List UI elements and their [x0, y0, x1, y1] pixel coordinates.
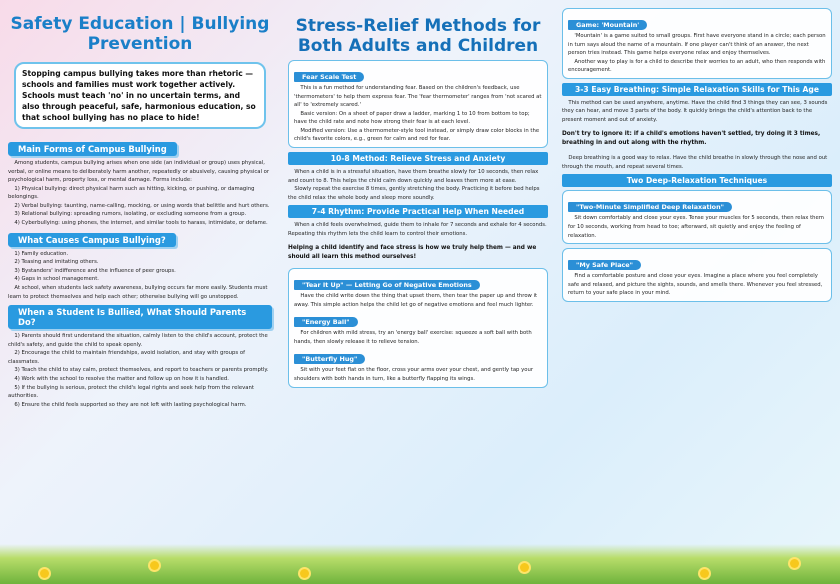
fear-scale-title: Fear Scale Test [294, 72, 364, 82]
flower-icon [700, 569, 709, 578]
energy-ball-title: "Energy Ball" [294, 317, 358, 327]
section-forms-title: Main Forms of Campus Bullying [8, 142, 177, 156]
two-minute-text: Sit down comfortably and close your eyes. Tense your muscles for 5 seconds, then relax them for 10 seconds, working from head to toe; afterward, sit quietly and enjoy the feeling of relaxation. [568, 215, 824, 239]
butterfly-hug-title: "Butterfly Hug" [294, 354, 365, 364]
energy-ball-text: For children with mild stress, try an 'energy ball' exercise: squeeze a soft ball with both hands, then slowly release it to relieve tension. [294, 330, 532, 345]
fear-scale-modified: Modified version: Use a thermometer-style tool instead, or simply draw color blocks in the child's favorite colors, e.g., green for calm and red for fear. [294, 127, 540, 143]
breathing-10-8-title: 10-8 Method: Relieve Stress and Anxiety [288, 152, 548, 165]
butterfly-hug-text: Sit with your feet flat on the floor, cross your arms over your chest, and gently tap your shoulders with both hands in turn, like a butterfly flapping its wings. [294, 367, 534, 382]
mountain-game-box [562, 8, 832, 79]
causes-item-1: 1) Family education. [14, 250, 69, 257]
rhythm-7-4-text: When a child feels overwhelmed, guide them to inhale for 7 seconds and exhale for 4 seconds. Repeating this rhythm lets the child learn to control their emotions. [288, 222, 547, 237]
causes-item-2: 2) Teasing and imitating others. [14, 259, 99, 266]
breathing-3-3-bold: Don't try to ignore it: if a child's emotions haven't settled, try doing it 3 times, breathing in and out along with the rhythm. [562, 131, 821, 147]
left-column [0, 0, 280, 560]
breathing-3-3-text-2: Deep breathing is a good way to relax. Have the child breathe in slowly through the nose and out through the mouth, and repeat several times. [562, 155, 828, 170]
parents-item-4: 4) Work with the school to resolve the matter and follow up on how it is handled. [14, 375, 229, 382]
fear-scale-basic: Basic version: On a sheet of paper draw a ladder, marking 1 to 10 from bottom to top; have the child rate and note how strong their fear is at each level. [294, 110, 530, 126]
two-minute-title: "Two-Minute Simplified Deep Relaxation" [568, 202, 732, 212]
tear-box [288, 268, 548, 387]
causes-text: At school, when students lack safety awareness, bullying occurs far more easily. Students must learn to protect themselves and help each other; otherwise bullying will go unstopped. [8, 284, 268, 300]
flower-icon [790, 559, 799, 568]
right-column [556, 0, 840, 560]
deep-relax-title: Two Deep-Relaxation Techniques [562, 174, 832, 187]
middle-title: Stress-Relief Methods for Both Adults and Children [295, 16, 541, 56]
section-forms-text: Among students, campus bullying arises when one side (an individual or group) uses physical, verbal, or online means to deliberately harm another, repeatedly or abusively, causing physical or psychological harm, property loss, or mental damage. Forms include: [8, 160, 270, 184]
parents-item-6: 6) Ensure the child feels supported so they are not left with lasting psychological harm. [14, 401, 247, 408]
forms-item-2: 2) Verbal bullying: taunting, name-calling, mocking, or using words that belittle and hurt others. [14, 202, 270, 209]
forms-item-3: 3) Relational bullying: spreading rumors, isolating, or excluding someone from a group. [14, 211, 247, 218]
parents-item-2: 2) Encourage the child to maintain friendships, avoid isolation, and stay with groups of classmates. [8, 350, 245, 365]
tear-text: Have the child write down the thing that upset them, then tear the paper up and throw it away. This simple action helps the child let go of negative emotions and feel much lighter. [294, 293, 538, 308]
parents-item-5: 5) If the bullying is serious, protect the child's legal rights and seek help from the relevant authorities. [8, 384, 254, 400]
grass-decoration [0, 544, 840, 584]
mountain-game-text: 'Mountain' is a game suited to small groups. First have everyone stand in a circle; each person in turn says aloud the name of a mountain. If one player can't think of an answer, the next person tries instead. This game helps everyone relax and enjoy themselves. [568, 33, 826, 57]
flower-icon [520, 563, 529, 572]
tear-title: "Tear It Up" — Letting Go of Negative Emotions [294, 280, 480, 290]
breathing-10-8-text: When a child is in a stressful situation, have them breathe slowly for 10 seconds, then relax and count to 8. This helps the child calm down quickly and leaves them more at ease. [288, 169, 539, 184]
fear-scale-text: This is a fun method for understanding fear. Based on the children's feedback, use 'thermometers' to help them express fear. The 'fear thermometer' ranges from 'not scared at all' to 'extremely scared.' [294, 85, 542, 109]
safe-place-title: "My Safe Place" [568, 260, 641, 270]
mountain-game-title: Game: 'Mountain' [568, 20, 647, 30]
fear-scale-box [288, 60, 548, 148]
safe-place-box [562, 248, 832, 302]
parents-item-1: 1) Parents should first understand the situation, calmly listen to the child's account, protect the child's safety, and guide the child to speak openly. [8, 333, 268, 348]
causes-item-3: 3) Bystanders' indifference and the influence of peer groups. [14, 267, 176, 274]
flower-icon [300, 569, 309, 578]
causes-item-4: 4) Gaps in school management. [14, 276, 99, 283]
forms-item-1: 1) Physical bullying: direct physical harm such as hitting, kicking, or pushing, or damaging belongings. [8, 185, 255, 201]
breathing-3-3-text: This method can be used anywhere, anytime. Have the child find 3 things they can see, 3 sounds they can hear, and move 3 parts of the body. It quickly brings the child's attention back to the present moment and out of anxiety. [562, 99, 828, 124]
breathing-3-3-title: 3-3 Easy Breathing: Simple Relaxation Skills for This Age [562, 83, 832, 96]
parents-item-3: 3) Teach the child to stay calm, protect themselves, and report to teachers or parents promptly. [14, 367, 269, 374]
mountain-game-text-2: Another way to play is for a child to describe their worries to an adult, who then responds with encouragement. [568, 58, 826, 74]
section-parents-title: When a Student Is Bullied, What Should Parents Do? [8, 305, 272, 329]
safe-place-text: Find a comfortable posture and close your eyes. Imagine a place where you feel completely safe and relaxed, and picture the sights, sounds, and smells there. Whenever you feel stressed, return to your safe place in your mind. [568, 273, 823, 297]
section-causes-title: What Causes Campus Bullying? [8, 233, 176, 247]
forms-item-4: 4) Cyberbullying: using phones, the internet, and similar tools to harass, intimidate, or defame. [14, 220, 268, 227]
left-title: Safety Education | Bullying Prevention [10, 14, 270, 54]
intro-box: Stopping campus bullying takes more than rhetoric — schools and families must work together actively. Schools must teach 'no' in no uncertain terms, and also through peaceful, safe, harmonious education, so that school bullying has no place to hide! [14, 62, 266, 129]
rhythm-7-4-bold: Helping a child identify and face stress is how we truly help them — and we should all learn this method ourselves! [288, 245, 537, 261]
rhythm-7-4-title: 7-4 Rhythm: Provide Practical Help When Needed [288, 205, 548, 218]
breathing-10-8-text-2: Slowly repeat the exercise 8 times, gently stretching the body. Practicing it before bed helps the child relax the whole body and sleep more soundly. [288, 186, 540, 201]
flower-icon [150, 561, 159, 570]
two-minute-box [562, 190, 832, 244]
flower-icon [40, 569, 49, 578]
middle-column [282, 0, 554, 560]
